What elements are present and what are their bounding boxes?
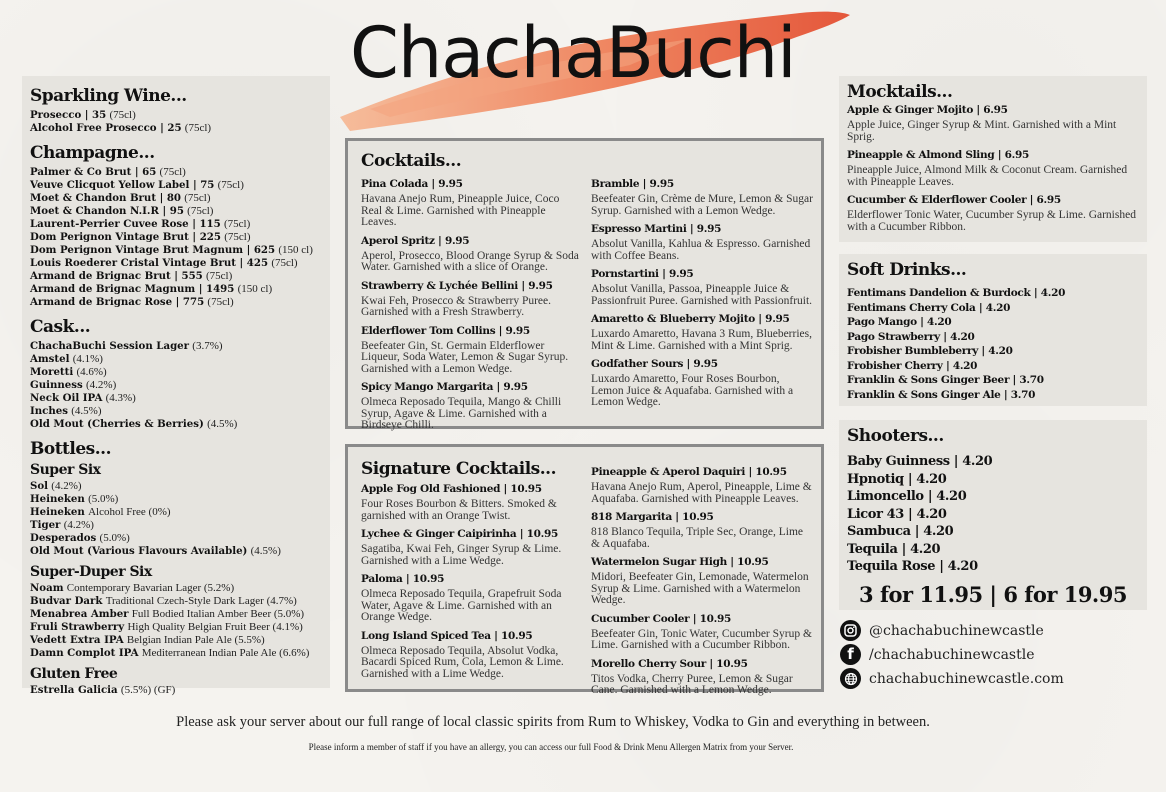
item-name: ChachaBuchi Session Lager	[30, 340, 190, 352]
item-name: Guinness	[30, 379, 83, 391]
drink-description: 818 Blanco Tequila, Triple Sec, Orange, Lime & Aquafaba.	[591, 526, 804, 550]
menu-item	[30, 109, 322, 122]
drink-description: Four Roses Bourbon & Bitters. Smoked & garnished with an Orange Twist.	[361, 498, 557, 522]
item-name: Noam	[30, 582, 64, 594]
item-detail: High Quality Belgian Fruit Beer (4.1%)	[127, 621, 303, 633]
shooter-item: Hpnotiq | 4.20	[847, 471, 947, 487]
cocktails-title: Cocktails...	[361, 151, 462, 171]
drink-item	[361, 325, 583, 376]
item-detail: (75cl)	[206, 270, 233, 282]
drink-item	[591, 358, 813, 409]
drink-description: Olmeca Reposado Tequila, Absolut Vodka, Bacardi Spiced Rum, Cola, Lemon & Lime. Garnished with a Lime Wedge.	[361, 644, 564, 680]
drink-description: Luxardo Amaretto, Four Roses Bourbon, Lemon Juice & Aquafaba. Garnished with a Lemon Wedge.	[591, 373, 794, 408]
soft-drink-item: Fentimans Cherry Cola | 4.20	[847, 301, 1011, 314]
menu-item	[30, 296, 322, 309]
drink-description: Absolut Vanilla, Passoa, Pineapple Juice & Passionfruit Puree. Garnished with Passionfruit.	[591, 283, 813, 307]
bottles-title: Bottles...	[30, 439, 112, 459]
item-name: Armand de Brignac Brut | 555	[30, 270, 203, 282]
drink-name: Cucumber & Elderflower Cooler | 6.95	[847, 194, 1061, 206]
item-name: Heineken	[30, 493, 85, 505]
menu-item	[30, 218, 322, 231]
item-detail: (4.2%)	[63, 519, 94, 531]
menu-item	[30, 270, 322, 283]
item-detail: (75cl)	[159, 166, 186, 178]
item-detail: (150 cl)	[237, 283, 273, 295]
menu-item	[30, 506, 322, 519]
item-detail: (5.0%)	[99, 532, 130, 544]
drink-item	[591, 268, 813, 307]
menu-item	[30, 283, 322, 296]
item-detail: (5.5%) (GF)	[120, 684, 176, 696]
item-detail: (75cl)	[271, 257, 298, 269]
shooter-item: Tequila Rose | 4.20	[847, 559, 978, 574]
shooters-list	[847, 453, 1139, 576]
sparkling-list	[30, 109, 322, 135]
shooter-item: Tequila | 4.20	[847, 541, 941, 557]
item-name: Vedett Extra IPA	[30, 634, 124, 646]
menu-item	[30, 418, 322, 431]
cocktails-left-column	[361, 172, 583, 432]
website-url: chachabuchinewcastle.com	[869, 670, 1064, 687]
drink-name: Long Island Spiced Tea | 10.95	[361, 629, 533, 642]
item-name: Menabrea Amber	[30, 608, 129, 620]
item-name: Budvar Dark	[30, 595, 103, 607]
drink-name: Amaretto & Blueberry Mojito | 9.95	[591, 313, 790, 325]
drink-description: Elderflower Tonic Water, Cucumber Syrup & Lime. Garnished with a Cucumber Ribbon.	[847, 209, 1136, 233]
menu-item	[30, 192, 322, 205]
item-name: Tiger	[30, 519, 61, 531]
footer-allergy-note: Please inform a member of staff if you have an allergy, you can access our full Food & Drink Menu Allergen Matrix from your Server.	[308, 742, 794, 752]
item-detail: Belgian Indian Pale Ale (5.5%)	[126, 634, 265, 646]
drink-description: Kwai Feh, Prosecco & Strawberry Puree. Garnished with a Fresh Strawberry.	[361, 294, 552, 318]
drink-item	[591, 178, 813, 217]
item-name: Neck Oil IPA	[30, 392, 103, 404]
drink-description: Beefeater Gin, Crème de Mure, Lemon & Sugar Syrup. Garnished with a Lemon Wedge.	[591, 193, 813, 217]
drink-item	[361, 573, 583, 624]
item-name: Heineken	[30, 506, 85, 518]
drink-name: Spicy Mango Margarita | 9.95	[361, 381, 528, 393]
menu-item	[30, 480, 322, 493]
item-detail: (75cl)	[184, 192, 211, 204]
cocktails-box	[345, 138, 824, 429]
drink-name: 818 Margarita | 10.95	[591, 511, 714, 523]
drink-name: Espresso Martini | 9.95	[591, 223, 722, 235]
item-detail: (75cl)	[187, 205, 214, 217]
item-name: Old Mout (Cherries & Berries)	[30, 418, 204, 430]
cask-list	[30, 340, 322, 431]
menu-item	[30, 684, 322, 697]
super-duper-six-list	[30, 582, 322, 660]
drink-name: Lychee & Ginger Caipirinha | 10.95	[361, 528, 558, 540]
drink-item	[361, 528, 583, 567]
drink-name: Apple Fog Old Fashioned | 10.95	[361, 483, 542, 495]
instagram-link[interactable]	[840, 620, 1044, 641]
drink-item	[847, 149, 1139, 188]
menu-item	[30, 392, 322, 405]
item-name: Palmer & Co Brut | 65	[30, 166, 157, 178]
item-name: Armand de Brignac Magnum | 1495	[30, 283, 235, 295]
signature-left-column	[361, 477, 583, 680]
menu-item	[30, 532, 322, 545]
item-name: Alcohol Free Prosecco | 25	[30, 122, 182, 134]
drink-item	[591, 556, 813, 607]
soft-drinks-list	[847, 286, 1139, 402]
soft-drink-item: Pago Mango | 4.20	[847, 316, 952, 328]
drink-name: Morello Cherry Sour | 10.95	[591, 657, 748, 670]
item-detail: Full Bodied Italian Amber Beer (5.0%)	[131, 608, 305, 620]
menu-item	[30, 366, 322, 379]
shooters-title: Shooters...	[847, 426, 944, 446]
item-detail: (3.7%)	[192, 340, 223, 352]
sparkling-title: Sparkling Wine...	[30, 86, 187, 106]
item-name: Inches	[30, 405, 68, 417]
drink-name: Pina Colada | 9.95	[361, 178, 463, 190]
drink-item	[361, 483, 583, 522]
drink-name: Paloma | 10.95	[361, 573, 445, 585]
item-name: Louis Roederer Cristal Vintage Brut | 425	[30, 257, 269, 269]
drink-item	[847, 104, 1139, 143]
drink-description: Luxardo Amaretto, Havana 3 Rum, Blueberries, Mint & Lime. Garnished with a Mint Sprig.	[591, 328, 812, 352]
super-duper-six-title: Super-Duper Six	[30, 564, 152, 580]
drink-description: Olmeca Reposado Tequila, Mango & Chilli Syrup, Agave & Lime. Garnished with a Birdseye Chilli.	[361, 396, 562, 431]
mocktails-title: Mocktails...	[847, 82, 953, 102]
super-six-list	[30, 480, 322, 558]
shooter-item: Licor 43 | 4.20	[847, 506, 947, 522]
shooter-item: Limoncello | 4.20	[847, 489, 967, 504]
drink-description: Beefeater Gin, Tonic Water, Cucumber Syrup & Lime. Garnished with a Cucumber Ribbon.	[591, 627, 812, 651]
drink-description: Pineapple Juice, Almond Milk & Coconut Cream. Garnished with Pineapple Leaves.	[847, 164, 1128, 188]
menu-item	[30, 257, 322, 270]
item-name: Veuve Clicquot Yellow Label | 75	[30, 179, 215, 191]
item-name: Dom Perignon Vintage Brut | 225	[30, 231, 221, 243]
item-name: Moet & Chandon Brut | 80	[30, 192, 182, 204]
item-detail: Traditional Czech-Style Dark Lager (4.7%)	[105, 595, 297, 607]
item-detail: (150 cl)	[278, 244, 313, 256]
item-detail: (4.2%)	[51, 480, 82, 492]
drink-item	[591, 658, 813, 697]
drink-description: Beefeater Gin, St. Germain Elderflower Liqueur, Soda Water, Lemon & Sugar Syrup. Garnished with a Lemon Wedge.	[361, 339, 569, 375]
item-detail: (4.5%)	[250, 545, 281, 557]
gluten-free-list	[30, 684, 322, 697]
website-link[interactable]	[840, 668, 1064, 689]
signature-right-column	[591, 460, 813, 697]
item-name: Prosecco | 35	[30, 109, 107, 121]
item-detail: (75cl)	[224, 231, 251, 243]
menu-item	[30, 582, 322, 595]
menu-item	[30, 405, 322, 418]
gluten-free-title: Gluten Free	[30, 666, 118, 682]
menu-item	[30, 244, 322, 257]
drink-name: Godfather Sours | 9.95	[591, 358, 718, 370]
drink-item	[591, 223, 813, 262]
menu-item	[30, 205, 322, 218]
drink-item	[847, 194, 1139, 233]
drink-name: Aperol Spritz | 9.95	[361, 234, 470, 247]
menu-item	[30, 166, 322, 179]
cocktails-right-column	[591, 172, 813, 409]
super-six-title: Super Six	[30, 462, 101, 478]
signature-box	[345, 444, 824, 696]
drink-description: Sagatiba, Kwai Feh, Ginger Syrup & Lime. Garnished with a Lime Wedge.	[361, 543, 562, 567]
item-detail: (5.0%)	[88, 493, 119, 505]
menu-item	[30, 595, 322, 608]
mocktails-panel	[839, 76, 1147, 242]
drink-item	[361, 235, 583, 274]
footer-spirits-note: Please ask your server about our full range of local classic spirits from Rum to Whiskey, Vodka to Gin and everything in between.	[176, 714, 930, 730]
item-name: Moet & Chandon N.I.R | 95	[30, 205, 184, 217]
menu-item	[30, 519, 322, 532]
menu-item	[30, 608, 322, 621]
item-name: Sol	[30, 480, 49, 492]
item-name: Fruli Strawberry	[30, 621, 125, 633]
menu-item	[30, 353, 322, 366]
drink-item	[591, 466, 813, 505]
item-name: Moretti	[30, 366, 74, 378]
soft-drink-item: Pago Strawberry | 4.20	[847, 330, 975, 343]
item-detail: Mediterranean Indian Pale Ale (6.6%)	[141, 647, 310, 659]
menu-item	[30, 647, 322, 660]
instagram-icon	[840, 620, 861, 641]
soft-drinks-title: Soft Drinks...	[847, 260, 967, 280]
shooters-deal: 3 for 11.95 | 6 for 19.95	[859, 581, 1127, 607]
item-name: Armand de Brignac Rose | 775	[30, 296, 205, 308]
drink-item	[361, 630, 583, 681]
drink-name: Strawberry & Lychée Bellini | 9.95	[361, 279, 553, 292]
item-name: Desperados	[30, 532, 97, 544]
drink-name: Apple & Ginger Mojito | 6.95	[847, 104, 1008, 116]
drink-item	[361, 280, 583, 319]
drink-name: Elderflower Tom Collins | 9.95	[361, 324, 530, 337]
facebook-icon: f	[840, 644, 861, 665]
drink-name: Bramble | 9.95	[591, 178, 674, 190]
drink-item	[591, 613, 813, 652]
globe-icon	[840, 668, 861, 689]
left-panel	[22, 76, 330, 696]
champagne-title: Champagne...	[30, 143, 155, 163]
drink-name: Pornstartini | 9.95	[591, 268, 694, 280]
item-detail: (4.6%)	[76, 366, 107, 378]
drink-item	[361, 381, 583, 432]
menu-item	[30, 231, 322, 244]
menu-item	[30, 634, 322, 647]
item-detail: (4.3%)	[105, 392, 136, 404]
item-detail: (4.2%)	[86, 379, 117, 391]
facebook-link[interactable]	[840, 644, 1034, 665]
item-name: Old Mout (Various Flavours Available)	[30, 545, 248, 557]
item-name: Damn Complot IPA	[30, 647, 139, 659]
item-detail: Contemporary Bavarian Lager (5.2%)	[66, 582, 235, 594]
item-detail: (75cl)	[223, 218, 251, 230]
drink-name: Pineapple & Aperol Daquiri | 10.95	[591, 466, 787, 478]
item-detail: (4.5%)	[207, 418, 238, 430]
item-detail: (4.1%)	[72, 353, 103, 365]
soft-drink-item: Franklin & Sons Ginger Beer | 3.70	[847, 374, 1044, 386]
soft-drinks-panel	[839, 254, 1147, 406]
drink-description: Absolut Vanilla, Kahlua & Espresso. Garnished with Coffee Beans.	[591, 238, 811, 262]
item-name: Estrella Galicia	[30, 684, 118, 696]
drink-item	[591, 511, 813, 550]
soft-drink-item: Frobisher Cherry | 4.20	[847, 359, 978, 372]
item-name: Amstel	[30, 353, 70, 365]
drink-item	[591, 313, 813, 352]
drink-name: Watermelon Sugar High | 10.95	[591, 556, 769, 568]
menu-item	[30, 545, 322, 558]
menu-item	[30, 179, 322, 192]
soft-drink-item: Frobisher Bumbleberry | 4.20	[847, 345, 1013, 357]
menu-item	[30, 379, 322, 392]
item-detail: (75cl)	[217, 179, 244, 191]
mocktails-list	[847, 104, 1139, 233]
item-name: Dom Perignon Vintage Brut Magnum | 625	[30, 244, 276, 256]
item-detail: (75cl)	[184, 122, 212, 134]
menu-item	[30, 340, 322, 353]
menu-item	[30, 621, 322, 634]
drink-description: Midori, Beefeater Gin, Lemonade, Watermelon Syrup & Lime. Garnished with a Watermelon Wedge.	[591, 571, 809, 606]
drink-description: Havana Anejo Rum, Pineapple Juice, Coco Real & Lime. Garnished with Pineapple Leaves.	[361, 193, 560, 228]
drink-description: Titos Vodka, Cherry Puree, Lemon & Sugar Cane. Garnished with a Lemon Wedge.	[591, 672, 793, 696]
drink-name: Pineapple & Almond Sling | 6.95	[847, 149, 1029, 161]
shooter-item: Sambuca | 4.20	[847, 524, 954, 539]
soft-drink-item: Fentimans Dandelion & Burdock | 4.20	[847, 287, 1066, 299]
item-detail: (4.5%)	[71, 405, 102, 417]
drink-description: Aperol, Prosecco, Blood Orange Syrup & Soda Water. Garnished with a slice of Orange.	[361, 249, 579, 273]
instagram-handle: @chachabuchinewcastle	[869, 622, 1044, 639]
item-detail: (75cl)	[207, 296, 234, 308]
champagne-list	[30, 166, 322, 309]
shooters-panel	[839, 420, 1147, 610]
shooter-item: Baby Guinness | 4.20	[847, 454, 993, 469]
signature-title: Signature Cocktails...	[361, 459, 557, 479]
menu-item	[30, 122, 322, 135]
item-name: Laurent-Perrier Cuvee Rose | 115	[30, 218, 221, 230]
facebook-handle: /chachabuchinewcastle	[869, 646, 1035, 663]
drink-name: Cucumber Cooler | 10.95	[591, 612, 732, 625]
soft-drink-item: Franklin & Sons Ginger Ale | 3.70	[847, 388, 1036, 401]
drink-description: Apple Juice, Ginger Syrup & Mint. Garnished with a Mint Sprig.	[847, 119, 1117, 143]
drink-description: Havana Anejo Rum, Aperol, Pineapple, Lime & Aquafaba. Garnished with Pineapple Leaves.	[591, 481, 812, 505]
item-detail: (75cl)	[109, 109, 136, 121]
drink-description: Olmeca Reposado Tequila, Grapefruit Soda Water, Agave & Lime. Garnished with an Orange Wedge.	[361, 588, 562, 623]
drink-item	[361, 178, 583, 229]
menu-item	[30, 493, 322, 506]
cask-title: Cask...	[30, 317, 91, 337]
item-detail: Alcohol Free (0%)	[88, 506, 171, 518]
brand-logo: ChachaBuchi	[350, 12, 796, 94]
